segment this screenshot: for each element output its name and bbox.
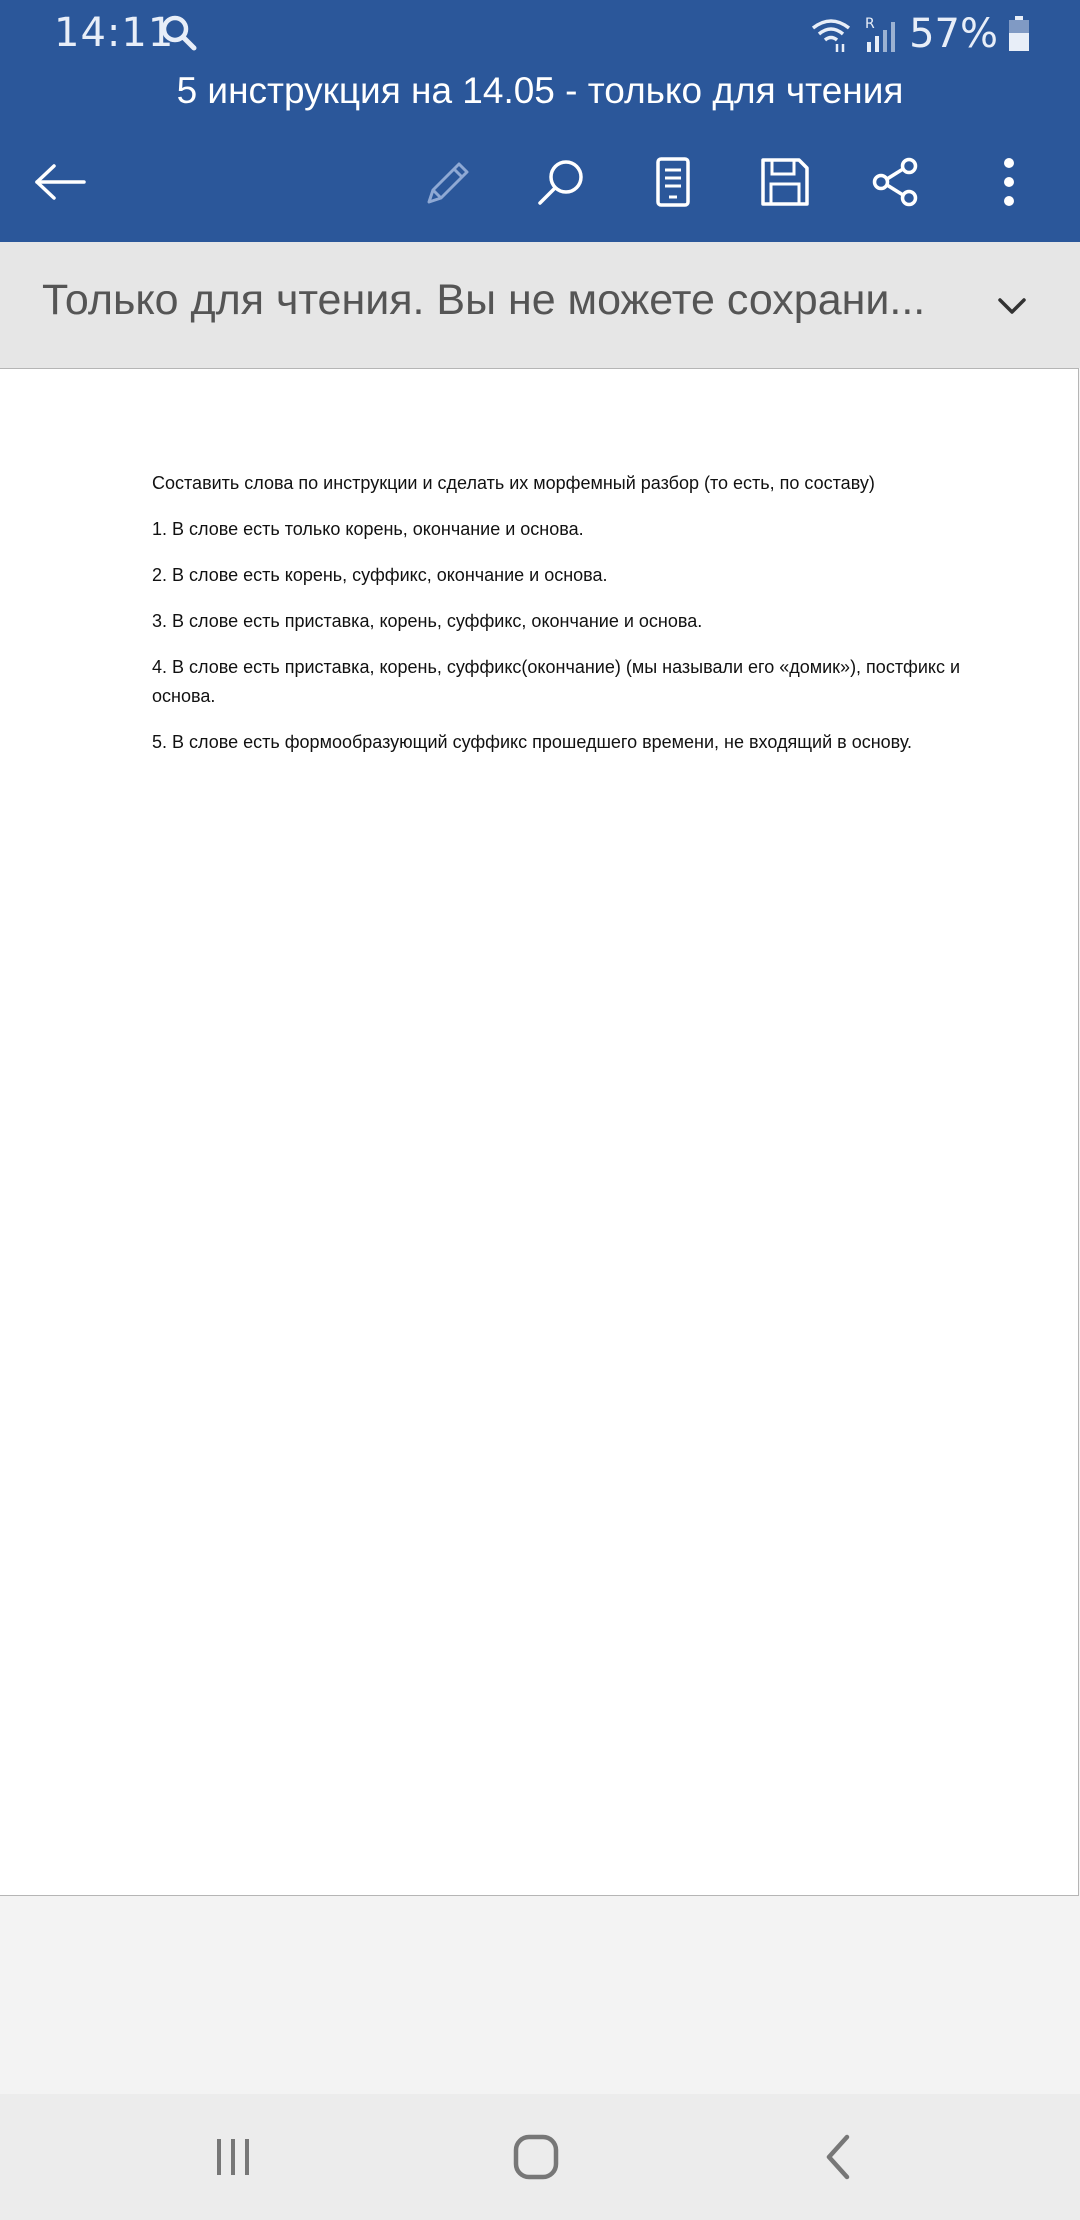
home-icon: [512, 2133, 560, 2181]
app-header: [0, 0, 1080, 242]
save-button[interactable]: [757, 154, 813, 210]
back-icon: [819, 2133, 859, 2181]
recent-apps-icon: [211, 2135, 255, 2179]
list-item: 1. В слове есть только корень, окончание и основа.: [152, 519, 584, 539]
more-vertical-icon: [999, 157, 1019, 207]
document-body: [152, 469, 982, 774]
mobile-view-button[interactable]: [645, 154, 701, 210]
search-button[interactable]: [533, 154, 589, 210]
back-arrow-icon: [34, 162, 86, 202]
status-time: 14:11: [54, 10, 175, 56]
document-canvas[interactable]: [0, 368, 1080, 1896]
roaming-indicator: R: [865, 16, 875, 32]
pencil-icon: [423, 156, 475, 208]
search-icon: [160, 14, 198, 52]
chevron-down-icon[interactable]: [992, 286, 1032, 326]
status-bar: [0, 0, 1080, 66]
share-button[interactable]: [868, 154, 924, 210]
mobile-view-icon: [653, 156, 693, 208]
toolbar: [0, 140, 1080, 220]
read-only-message: Только для чтения. Вы не можете сохрани...: [42, 276, 926, 324]
battery-icon: [1008, 16, 1030, 52]
list-item: 4. В слове есть приставка, корень, суффикс(окончание) (мы называли его «домик»), постфикс и основа.: [152, 657, 961, 706]
back-button[interactable]: [32, 154, 88, 210]
document-intro: Составить слова по инструкции и сделать их морфемный разбор (то есть, по составу): [152, 473, 875, 493]
list-item: 5. В слове есть формообразующий суффикс прошедшего времени, не входящий в основу.: [152, 732, 913, 752]
list-item: 3. В слове есть приставка, корень, суффикс, окончание и основа.: [152, 611, 703, 631]
home-button[interactable]: [503, 2124, 569, 2190]
status-indicators: [809, 12, 1030, 56]
document-page[interactable]: [0, 368, 1079, 1896]
signal-icon: [863, 14, 899, 54]
share-icon: [871, 157, 921, 207]
list-item: 2. В слове есть корень, суффикс, окончание и основа.: [152, 565, 608, 585]
recent-apps-button[interactable]: [200, 2124, 266, 2190]
search-icon: [535, 156, 587, 208]
battery-percent: 57%: [909, 11, 998, 57]
more-options-button[interactable]: [981, 154, 1037, 210]
system-back-button[interactable]: [806, 2124, 872, 2190]
document-title: 5 инструкция на 14.05 - только для чтения: [176, 70, 904, 111]
system-navigation-bar: [0, 2094, 1080, 2220]
save-icon: [760, 157, 810, 207]
read-only-banner[interactable]: [0, 242, 1080, 369]
wifi-icon: [809, 14, 853, 54]
edit-button[interactable]: [421, 154, 477, 210]
